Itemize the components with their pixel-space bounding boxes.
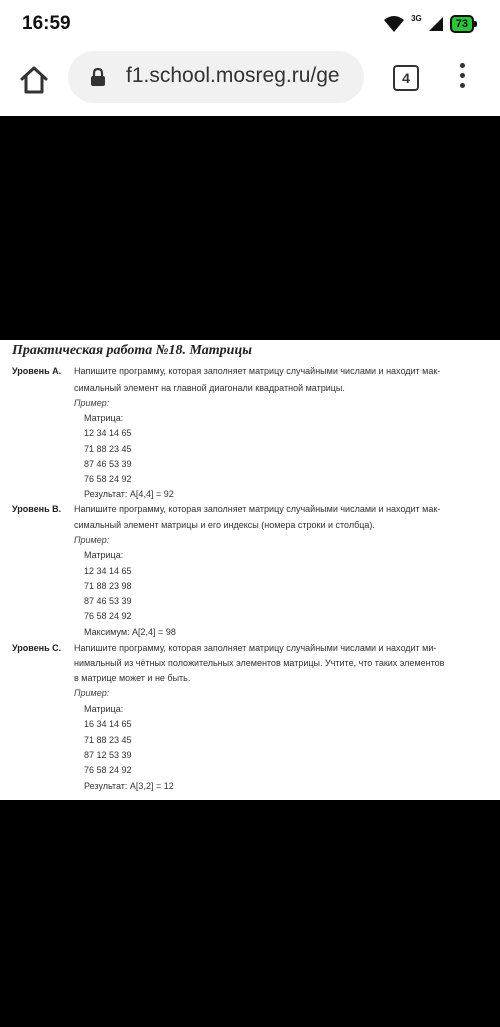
level-a-matrix-label: Матрица: bbox=[84, 413, 124, 423]
level-a-row-1: 12 34 14 65 bbox=[84, 428, 132, 438]
level-c-matrix-label: Матрица: bbox=[84, 704, 124, 714]
document-title: Практическая работа №18. Матрицы bbox=[12, 343, 252, 358]
level-b-result: Максимум: A[2,4] = 98 bbox=[84, 627, 176, 637]
level-c-row-3: 87 12 53 39 bbox=[84, 750, 132, 760]
battery-icon: 73 bbox=[450, 15, 474, 33]
signal-icon bbox=[428, 16, 444, 32]
lock-icon bbox=[90, 67, 106, 87]
address-bar[interactable] bbox=[68, 51, 364, 103]
level-a-text-2: симальный элемент на главной диагонали квадратной матрицы. bbox=[74, 383, 345, 393]
level-b-text-1: Напишите программу, которая заполняет матрицу случайными числами и находит мак- bbox=[74, 504, 441, 514]
level-a-row-2: 71 88 23 45 bbox=[84, 444, 132, 454]
tab-switcher-button[interactable]: 4 bbox=[393, 65, 419, 91]
level-b-text-2: симальный элемент матрицы и его индексы (номера строки и столбца). bbox=[74, 520, 375, 530]
level-a-row-3: 87 46 53 39 bbox=[84, 459, 132, 469]
document-page bbox=[0, 340, 500, 800]
level-c-example-label: Пример: bbox=[74, 688, 110, 698]
browser-toolbar bbox=[0, 48, 500, 116]
level-a-text-1: Напишите программу, которая заполняет матрицу случайными числами и находит мак- bbox=[74, 366, 441, 376]
level-c-text-1: Напишите программу, которая заполняет матрицу случайными числами и находит ми- bbox=[74, 643, 437, 653]
network-type: 3G bbox=[411, 13, 422, 23]
level-c-text-2: нимальный из чётных положительных элементов матрицы. Учтите, что таких элементов bbox=[74, 658, 445, 668]
wifi-icon bbox=[383, 15, 405, 33]
level-a-example-label: Пример: bbox=[74, 398, 110, 408]
status-icons bbox=[383, 14, 474, 34]
level-c-row-1: 16 34 14 65 bbox=[84, 719, 132, 729]
menu-icon[interactable] bbox=[455, 63, 469, 93]
level-b-row-1: 12 34 14 65 bbox=[84, 566, 132, 576]
level-c-label: Уровень C. bbox=[12, 643, 62, 653]
level-b-label: Уровень B. bbox=[12, 504, 62, 514]
level-b-matrix-label: Матрица: bbox=[84, 550, 124, 560]
level-a-row-4: 76 58 24 92 bbox=[84, 474, 132, 484]
url-text: f1.school.mosreg.ru/ge bbox=[126, 64, 340, 87]
level-c-text-3: в матрице может и не быть. bbox=[74, 673, 191, 683]
level-c-row-2: 71 88 23 45 bbox=[84, 735, 132, 745]
level-a-label: Уровень A. bbox=[12, 366, 62, 376]
level-c-result: Результат: A[3,2] = 12 bbox=[84, 781, 174, 791]
level-b-row-4: 76 58 24 92 bbox=[84, 611, 132, 621]
level-c-row-4: 76 58 24 92 bbox=[84, 765, 132, 775]
level-b-example-label: Пример: bbox=[74, 535, 110, 545]
home-icon[interactable] bbox=[18, 64, 50, 96]
level-a-result: Результат: A[4,4] = 92 bbox=[84, 489, 174, 499]
status-bar bbox=[0, 0, 500, 48]
level-b-row-2: 71 88 23 98 bbox=[84, 581, 132, 591]
level-b-row-3: 87 46 53 39 bbox=[84, 596, 132, 606]
clock: 16:59 bbox=[22, 13, 71, 34]
